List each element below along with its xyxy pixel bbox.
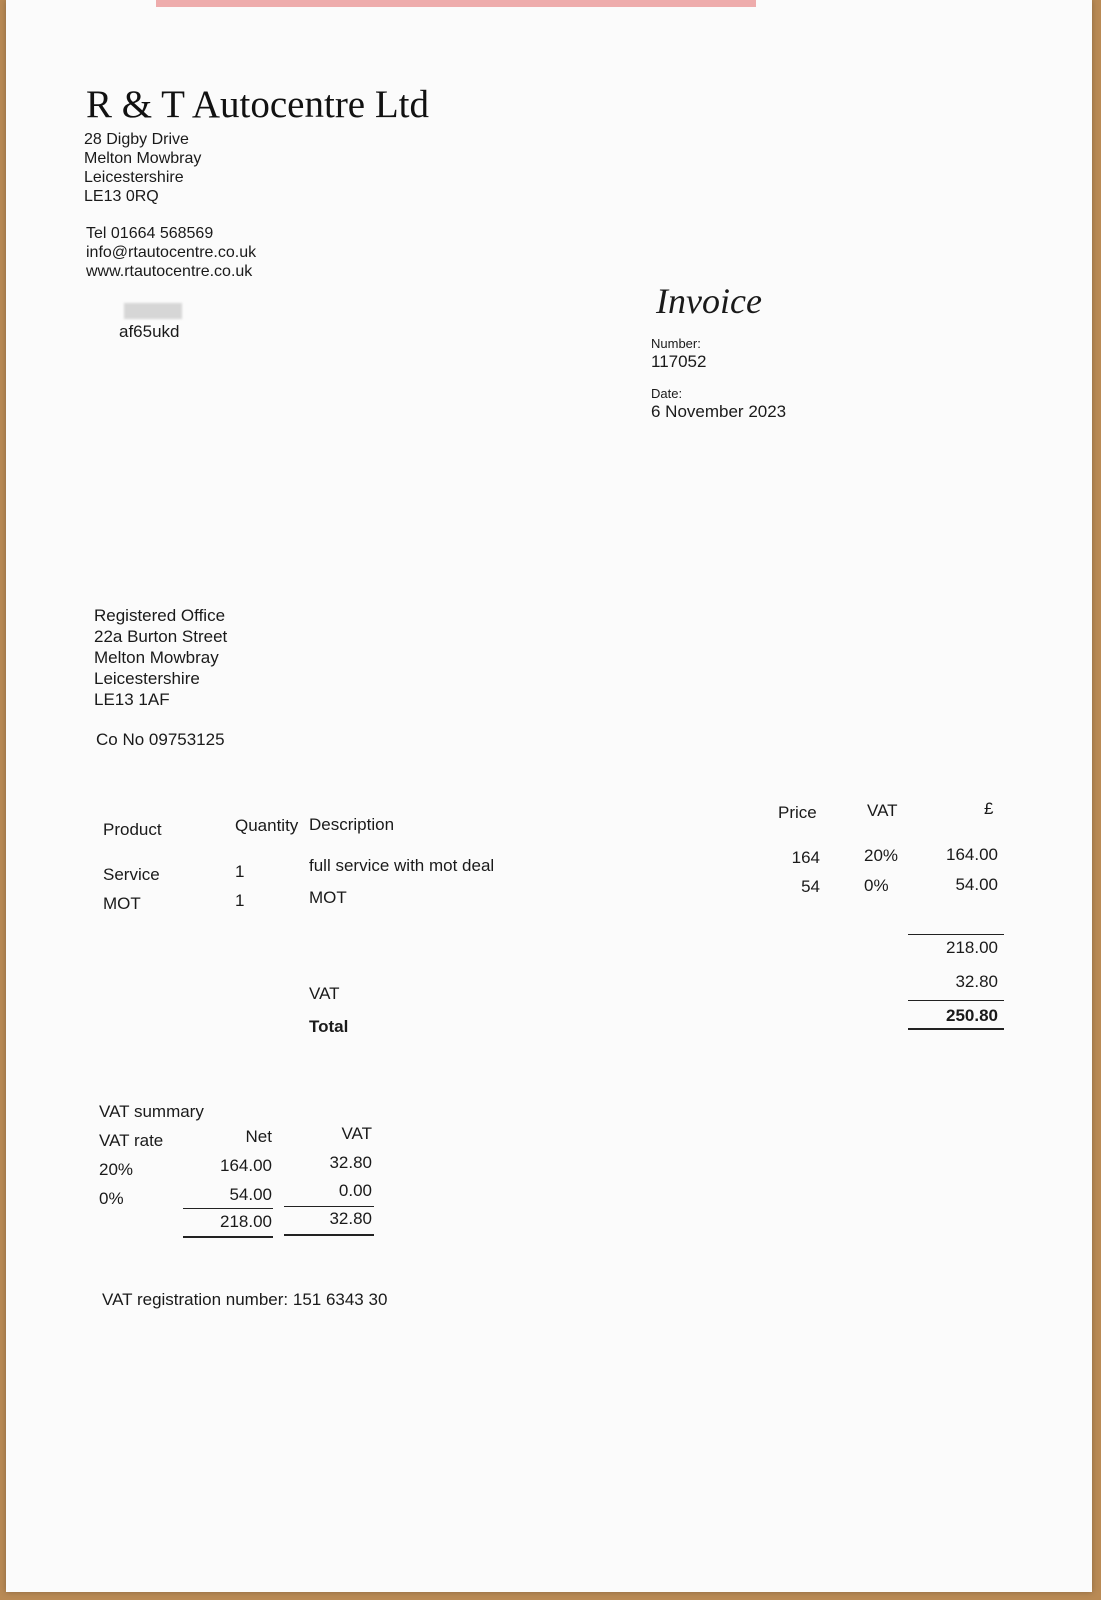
row-vat: 0% <box>864 876 889 895</box>
company-number: Co No 09753125 <box>96 730 225 749</box>
address-line: Melton Mowbray <box>84 150 202 167</box>
row-amount: 164.00 <box>946 845 998 864</box>
row-description: full service with mot deal <box>309 856 495 875</box>
row-amount: 54.00 <box>955 875 998 894</box>
row-quantity: 1 <box>235 891 245 910</box>
vat-summary-vat: 0.00 <box>338 1181 372 1200</box>
vat-summary-vat: 32.80 <box>329 1153 372 1172</box>
company-website: www.rtautocentre.co.uk <box>86 263 253 280</box>
row-price: 164 <box>791 848 820 867</box>
header-description: Description <box>309 815 395 834</box>
invoice-date-label: Date: <box>651 386 683 401</box>
customer-reference: af65ukd <box>119 322 180 341</box>
company-address <box>84 130 201 206</box>
vat-summary-vat-rule-top <box>284 1206 374 1207</box>
subtotal-amount: 218.00 <box>946 938 998 957</box>
header-price: Price <box>778 803 817 822</box>
row-description: MOT <box>309 888 347 907</box>
paper-edge-strip <box>156 0 756 7</box>
address-line: 28 Digby Drive <box>84 131 189 148</box>
registered-office-line: LE13 1AF <box>94 690 170 709</box>
registered-office-line: Registered Office <box>94 606 226 625</box>
row-price: 54 <box>801 877 820 896</box>
row-product: MOT <box>103 894 141 913</box>
registered-office-line: 22a Burton Street <box>94 627 228 646</box>
invoice-number: 117052 <box>651 352 707 371</box>
company-name: R & T Autocentre Ltd <box>86 83 430 126</box>
total-rule-bottom <box>908 1028 1004 1030</box>
header-amount: £ <box>984 799 994 818</box>
vat-summary-net-rule-bottom <box>183 1236 273 1238</box>
vat-summary-net: 164.00 <box>220 1156 272 1175</box>
vat-summary-vat-total: 32.80 <box>329 1209 372 1228</box>
vat-registration-number: VAT registration number: 151 6343 30 <box>102 1290 388 1309</box>
registered-office <box>94 605 227 710</box>
vat-summary-vat-rule-bottom <box>284 1234 374 1236</box>
company-tel: Tel 01664 568569 <box>86 225 214 242</box>
company-contact <box>86 224 256 281</box>
vat-summary-net-rule-top <box>183 1208 273 1209</box>
header-product: Product <box>103 820 162 839</box>
vat-summary-header-net: Net <box>245 1127 272 1146</box>
company-email: info@rtautocentre.co.uk <box>86 244 257 261</box>
header-quantity: Quantity <box>235 816 299 835</box>
registered-office-line: Melton Mowbray <box>94 648 219 667</box>
address-line: Leicestershire <box>84 169 184 186</box>
vat-summary-net: 54.00 <box>229 1185 272 1204</box>
header-vat: VAT <box>867 801 898 820</box>
vat-summary-header-rate: VAT rate <box>99 1131 164 1150</box>
vat-summary-title: VAT summary <box>99 1102 204 1121</box>
vat-summary-rate: 20% <box>99 1160 134 1179</box>
vat-label: VAT <box>309 984 340 1003</box>
vat-summary-header-vat: VAT <box>341 1124 372 1143</box>
invoice-number-label: Number: <box>651 336 701 351</box>
vat-amount: 32.80 <box>955 972 998 991</box>
total-label: Total <box>309 1017 349 1036</box>
vat-summary-net-total: 218.00 <box>220 1212 272 1231</box>
invoice-page <box>6 0 1092 1592</box>
vat-summary-rate: 0% <box>99 1189 124 1208</box>
row-quantity: 1 <box>235 862 245 881</box>
total-rule-top <box>908 1000 1004 1001</box>
redacted-customer-name <box>124 303 182 319</box>
total-amount: 250.80 <box>946 1006 998 1025</box>
row-vat: 20% <box>864 846 899 865</box>
subtotal-rule <box>908 934 1004 935</box>
registered-office-line: Leicestershire <box>94 669 200 688</box>
address-line: LE13 0RQ <box>84 188 159 205</box>
row-product: Service <box>103 865 160 884</box>
invoice-date: 6 November 2023 <box>651 402 787 421</box>
invoice-title: Invoice <box>656 281 762 321</box>
